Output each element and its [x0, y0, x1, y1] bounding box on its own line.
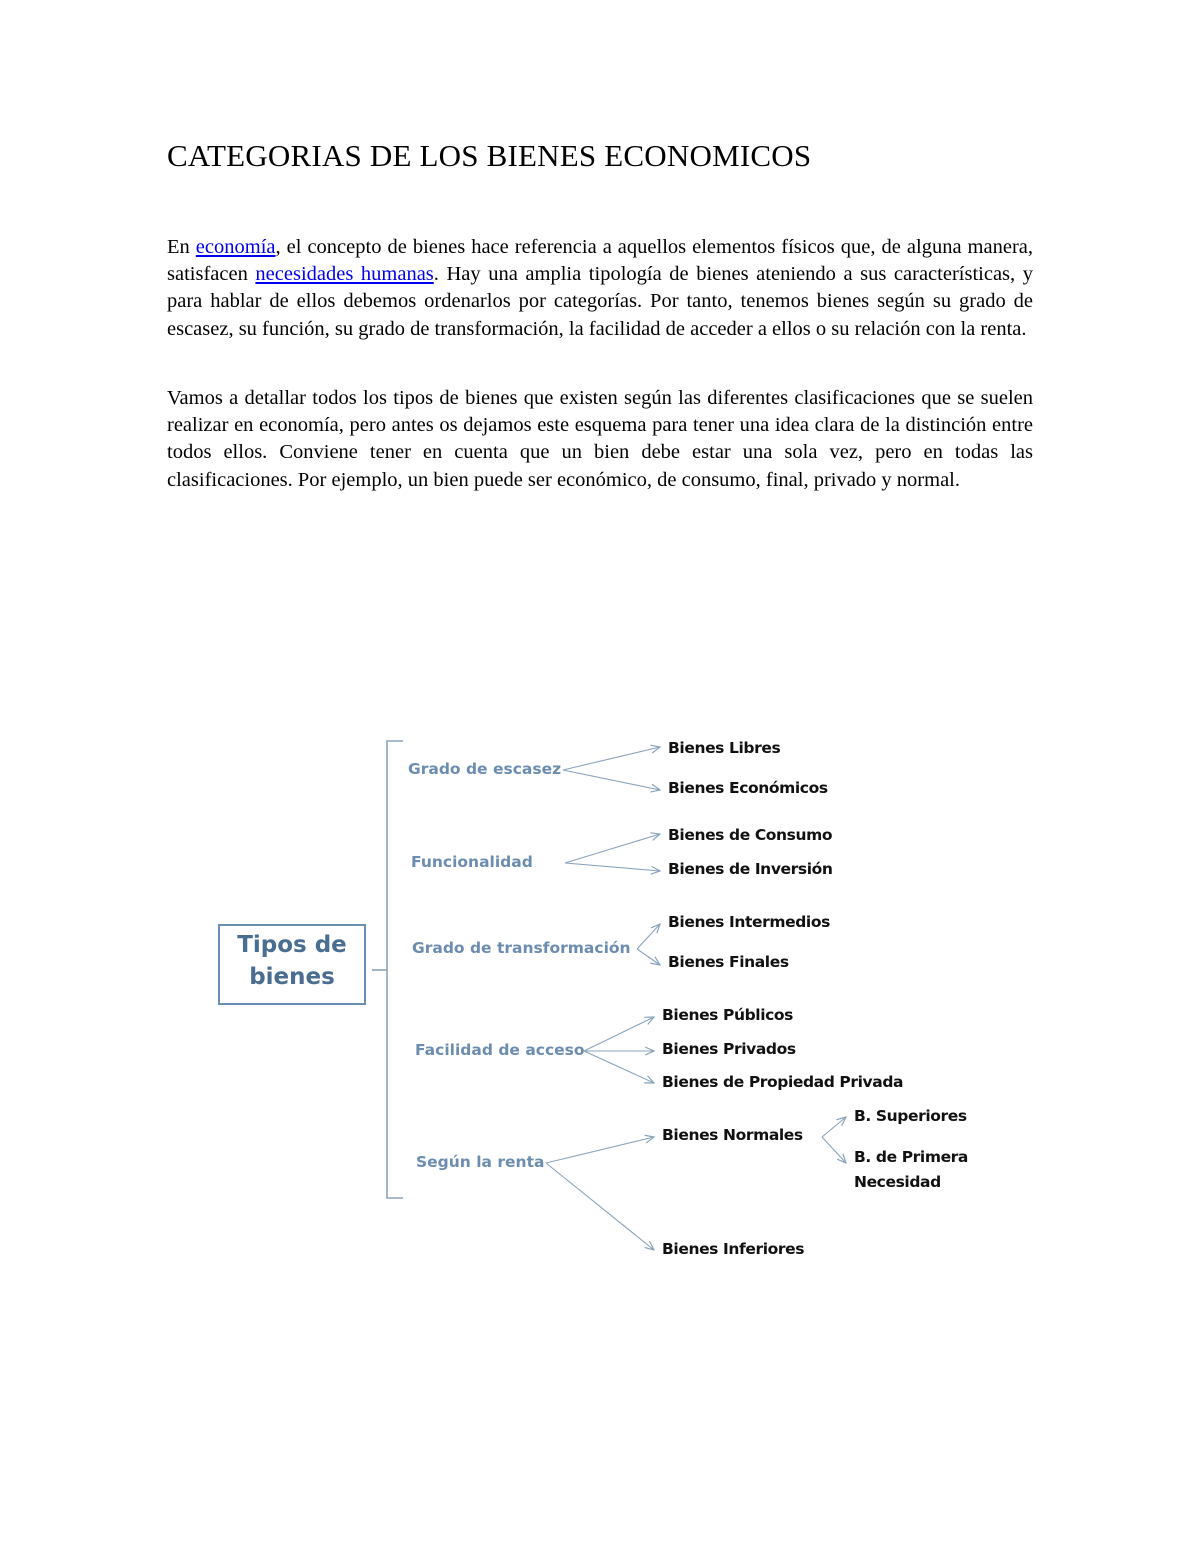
- arrow-inferiores: [546, 1163, 654, 1250]
- category-grado-de-transformacion: Grado de transformación: [412, 939, 631, 957]
- arrow-libres: [563, 747, 660, 770]
- leaf-bienes-de-inversion: Bienes de Inversión: [668, 860, 833, 878]
- leaf-bienes-publicos: Bienes Públicos: [662, 1006, 793, 1024]
- intro-text-3: . Hay una amplia tipología de bienes ateniendo a sus características, y para hablar de ellos debemos ordenarlos por categorías. Por tanto, tenemos bienes según su grado de escasez, su función, su grado de transformación, la facilidad de acceder a ellos o su relación con la renta.: [167, 263, 1033, 340]
- intro-text-1: En: [167, 236, 196, 258]
- detail-paragraph: Vamos a detallar todos los tipos de bienes que existen según las diferentes clasificaciones que se suelen realizar en economía, pero antes os dejamos este esquema para tener una idea clara de la distinción entre todos ellos. Conviene tener en cuenta que un bien debe estar una sola vez, pero en todas las clasificaciones. Por ejemplo, un bien puede ser económico, de consumo, final, privado y normal.: [167, 387, 1033, 491]
- leaf-b-de-primera-line2: Necesidad: [854, 1173, 941, 1191]
- leaf-bienes-economicos: Bienes Económicos: [668, 779, 828, 797]
- root-bracket: [372, 741, 403, 1198]
- arrow-propiedad: [584, 1051, 654, 1083]
- page-title: CATEGORIAS DE LOS BIENES ECONOMICOS: [167, 138, 812, 173]
- necesidades-humanas-link[interactable]: necesidades humanas: [255, 263, 434, 286]
- leaf-bienes-de-propiedad-privada: Bienes de Propiedad Privada: [662, 1073, 904, 1091]
- leaf-b-de-primera-line1: B. de Primera: [854, 1148, 968, 1166]
- leaf-bienes-inferiores: Bienes Inferiores: [662, 1240, 805, 1258]
- leaf-bienes-normales: Bienes Normales: [662, 1126, 803, 1144]
- arrow-publicos: [584, 1017, 654, 1051]
- category-facilidad-de-acceso: Facilidad de acceso: [415, 1041, 585, 1059]
- arrow-finales: [637, 949, 660, 965]
- leaf-b-superiores: B. Superiores: [854, 1107, 967, 1125]
- root-label-line2: bienes: [249, 964, 335, 990]
- leaf-bienes-privados: Bienes Privados: [662, 1040, 796, 1058]
- arrow-intermedios: [637, 924, 660, 949]
- category-segun-la-renta: Según la renta: [416, 1153, 545, 1171]
- leaf-bienes-finales: Bienes Finales: [668, 953, 789, 971]
- arrow-normales: [546, 1137, 654, 1163]
- root-label-line1: Tipos de: [237, 932, 347, 958]
- arrow-economicos: [563, 770, 660, 790]
- connector-arrows: [546, 747, 846, 1250]
- arrow-superiores: [822, 1117, 846, 1137]
- root-node-label: [218, 929, 366, 993]
- intro-text-2: , el concepto de bienes hace referencia a aquellos elementos físicos que, de alguna manera, satisfacen: [167, 236, 1033, 286]
- arrow-consumo: [565, 834, 660, 863]
- category-funcionalidad: Funcionalidad: [411, 853, 533, 871]
- arrow-primera: [822, 1137, 846, 1163]
- economia-link[interactable]: economía: [195, 236, 276, 258]
- leaf-bienes-intermedios: Bienes Intermedios: [668, 913, 830, 931]
- arrow-inversion: [565, 863, 660, 871]
- category-grado-de-escasez: Grado de escasez: [408, 760, 562, 778]
- leaf-bienes-libres: Bienes Libres: [668, 739, 781, 757]
- leaf-bienes-de-consumo: Bienes de Consumo: [668, 826, 833, 844]
